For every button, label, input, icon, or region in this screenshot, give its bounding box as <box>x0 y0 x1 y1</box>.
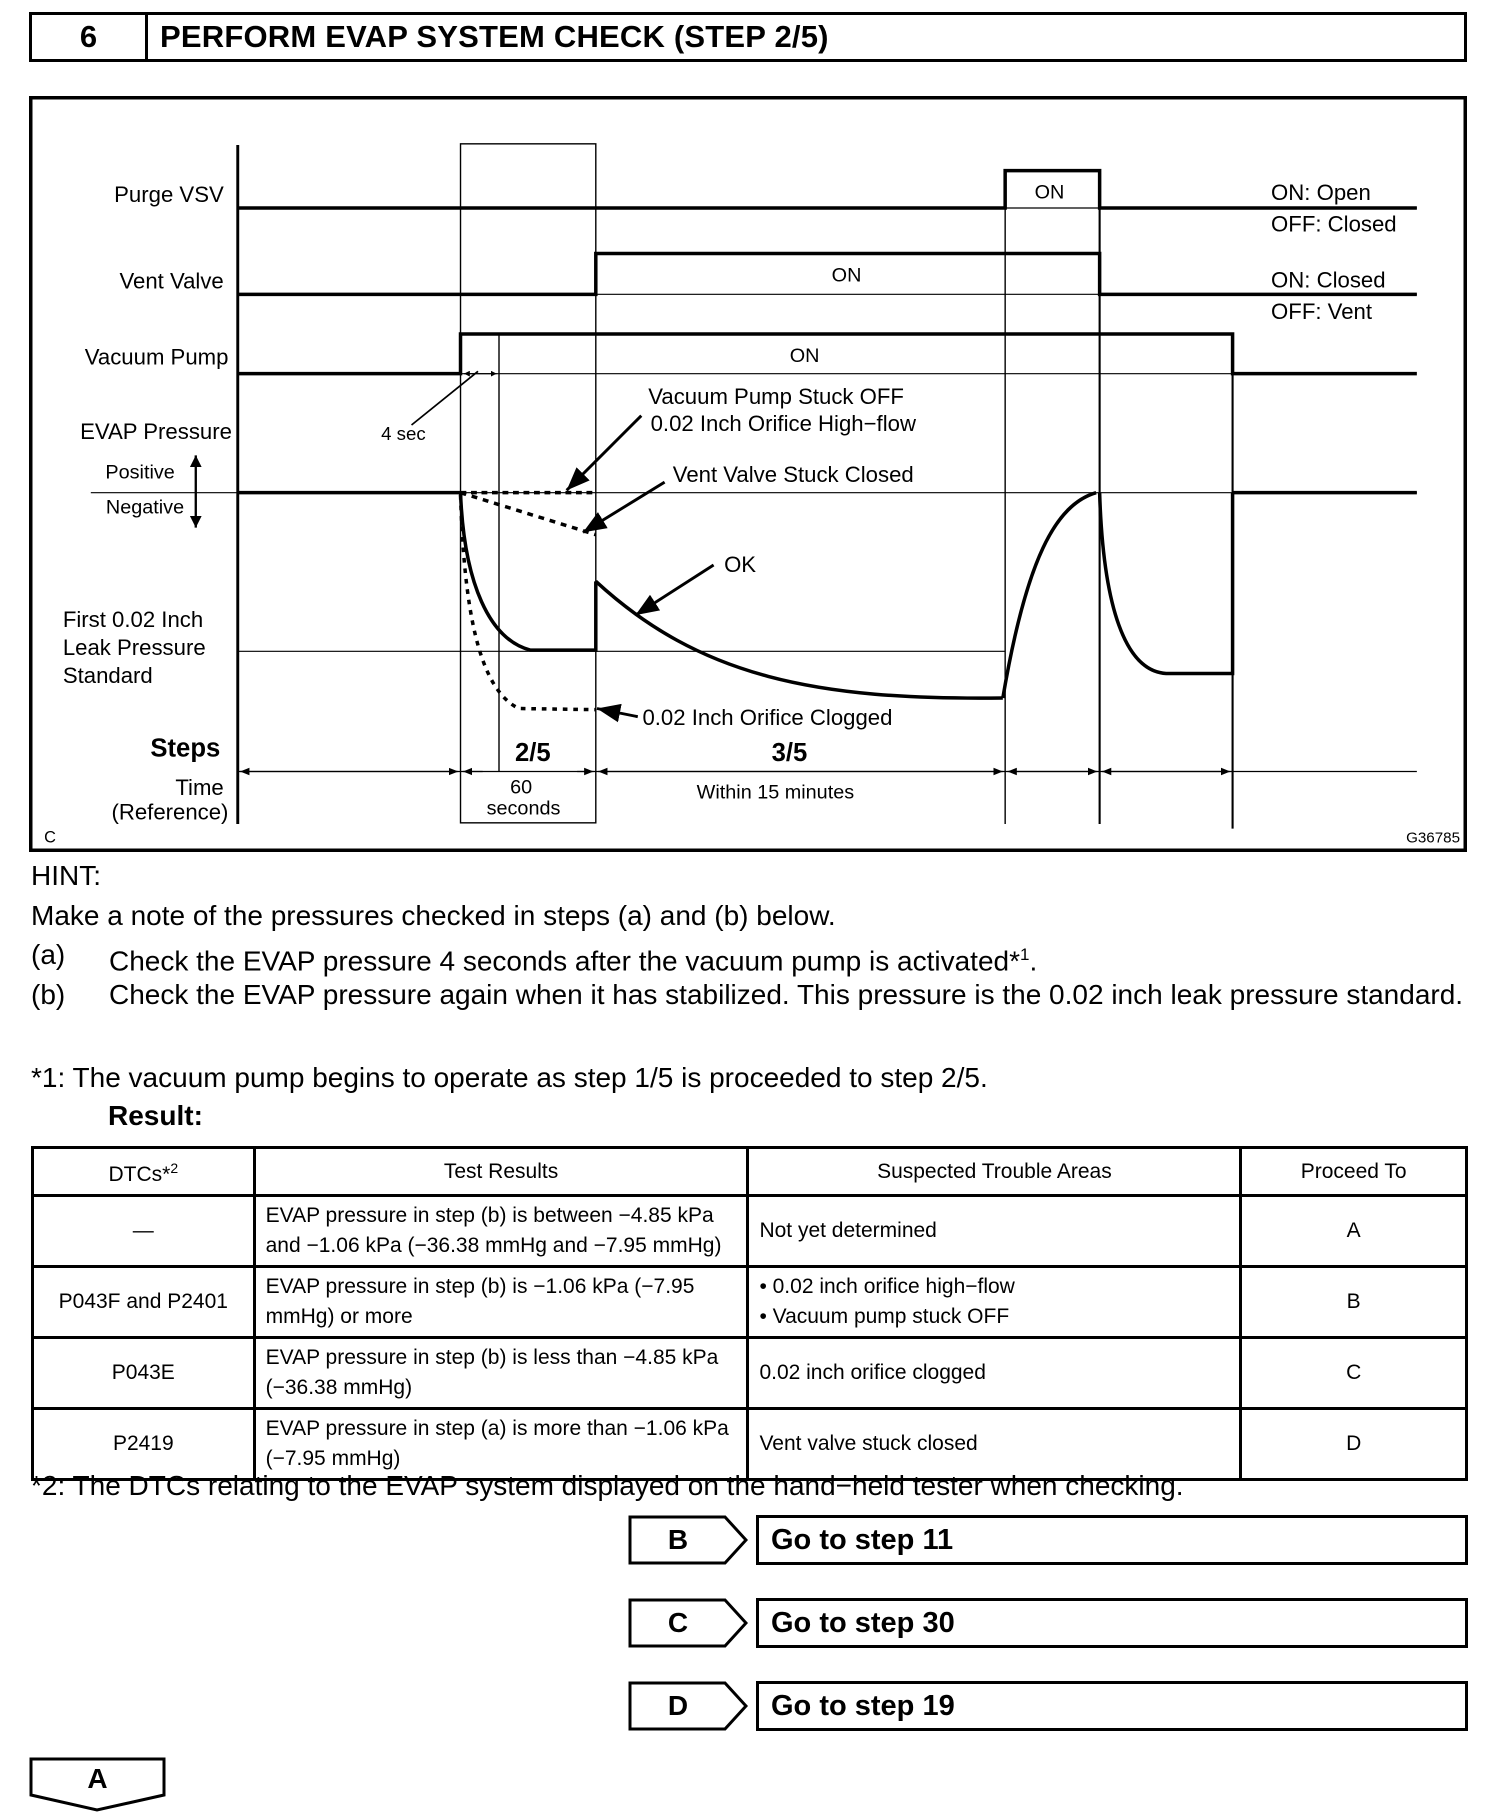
step-2-5-label: 2/5 <box>514 738 551 768</box>
label-time: Time <box>175 774 224 800</box>
area-item: • Vacuum pump stuck OFF <box>759 1305 1010 1328</box>
step-3-5-label: 3/5 <box>771 738 808 768</box>
label-leak-std-2: Leak Pressure <box>62 634 206 660</box>
hint-item-a-label: (a) <box>31 939 66 970</box>
cell-areas: 0.02 inch orifice clogged <box>748 1338 1241 1409</box>
cell-dtc: P043F and P2401 <box>33 1267 255 1338</box>
legend-purge-on: ON: Open <box>1271 179 1371 205</box>
four-sec-label: 4 sec <box>381 423 426 445</box>
cell-areas: Not yet determined <box>748 1196 1241 1267</box>
cell-dtc: — <box>33 1196 255 1267</box>
annotation-orifice-clogged: 0.02 Inch Orifice Clogged <box>642 704 893 730</box>
step-2-5-time-2: seconds <box>486 797 561 820</box>
footnote-1: *1: The vacuum pump begins to operate as step 1/5 is proceeded to step 2/5. <box>31 1062 988 1093</box>
cell-test: EVAP pressure in step (b) is less than −4.85 kPa (−36.38 mmHg) <box>254 1338 748 1409</box>
hint-heading: HINT: <box>31 860 101 891</box>
continue-a-tag[interactable] <box>29 1757 166 1812</box>
label-leak-std-1: First 0.02 Inch <box>62 606 204 632</box>
legend-vent-off: OFF: Vent <box>1271 298 1373 324</box>
goto-d-label[interactable]: Go to step 19 <box>756 1681 1468 1731</box>
label-time-ref: (Reference) <box>111 799 229 825</box>
results-table <box>31 1146 1468 1481</box>
cell-proceed: C <box>1241 1338 1467 1409</box>
label-steps: Steps <box>150 734 221 763</box>
cell-proceed: B <box>1241 1267 1467 1338</box>
label-positive: Positive <box>105 461 175 484</box>
annotation-orifice-high-flow: 0.02 Inch Orifice High−flow <box>650 410 916 436</box>
step-title: PERFORM EVAP SYSTEM CHECK (STEP 2/5) <box>160 19 829 54</box>
cell-dtc: P2419 <box>33 1409 255 1480</box>
hint-intro: Make a note of the pressures checked in steps (a) and (b) below. <box>31 900 836 931</box>
tag-c-arrow-icon[interactable] <box>628 1598 748 1648</box>
col-proceed-to: Proceed To <box>1241 1148 1467 1196</box>
hint-item-a-text: Check the EVAP pressure 4 seconds after the vacuum pump is activated*$^1$. <box>109 945 1038 977</box>
tag-d-arrow-icon[interactable] <box>628 1681 748 1731</box>
step-number: 6 <box>32 15 148 59</box>
cell-proceed: A <box>1241 1196 1467 1267</box>
corner-label: C <box>44 828 56 847</box>
table-row <box>33 1196 1467 1267</box>
label-vent-valve: Vent Valve <box>119 268 224 294</box>
table-row <box>33 1338 1467 1409</box>
goto-d[interactable] <box>628 1681 1468 1731</box>
annotation-ok: OK <box>724 551 757 578</box>
goto-c[interactable] <box>628 1598 1468 1648</box>
vent-on-label: ON <box>831 264 862 287</box>
tag-d-label: D <box>667 1690 689 1721</box>
cell-test: EVAP pressure in step (b) is between −4.85 kPa and −1.06 kPa (−36.38 mmHg and −7.95 mmHg) <box>254 1196 748 1267</box>
cell-areas: Vent valve stuck closed <box>748 1409 1241 1480</box>
tag-b-arrow-icon[interactable] <box>628 1515 748 1565</box>
step-header <box>29 12 1467 62</box>
hint-item-b-text: Check the EVAP pressure again when it has stabilized. This pressure is the 0.02 inch leak pressure standard. <box>109 979 1464 1010</box>
figure-id: G36785 <box>1406 829 1461 847</box>
tag-b-label: B <box>667 1524 689 1555</box>
legend-vent-on: ON: Closed <box>1271 267 1386 293</box>
col-suspected-areas: Suspected Trouble Areas <box>748 1148 1241 1196</box>
continue-a-label: A <box>87 1763 108 1794</box>
goto-c-label[interactable]: Go to step 30 <box>756 1598 1468 1648</box>
result-label: Result: <box>108 1100 203 1131</box>
goto-b-label[interactable]: Go to step 11 <box>756 1515 1468 1565</box>
purge-on-label: ON <box>1034 181 1065 204</box>
footnote-2: *2: The DTCs relating to the EVAP system displayed on the hand−held tester when checking. <box>31 1470 1184 1501</box>
table-row <box>33 1409 1467 1480</box>
tag-c-label: C <box>667 1607 689 1638</box>
pump-on-label: ON <box>789 344 820 368</box>
area-item: • 0.02 inch orifice high−flow <box>759 1275 1015 1298</box>
cell-areas <box>748 1267 1241 1338</box>
legend-purge-off: OFF: Closed <box>1271 211 1397 237</box>
label-leak-std-3: Standard <box>62 662 153 688</box>
evap-timing-diagram <box>29 96 1467 852</box>
label-purge-vsv: Purge VSV <box>114 182 224 208</box>
step-2-5-time-1: 60 <box>510 776 533 799</box>
cell-test: EVAP pressure in step (a) is more than −1.06 kPa (−7.95 mmHg) <box>254 1409 748 1480</box>
col-dtcs: DTCs*$^2$ <box>33 1148 255 1196</box>
cell-dtc: P043E <box>33 1338 255 1409</box>
table-row <box>33 1267 1467 1338</box>
col-test-results: Test Results <box>254 1148 748 1196</box>
label-negative: Negative <box>105 496 185 519</box>
goto-b[interactable] <box>628 1515 1468 1565</box>
step-3-5-time: Within 15 minutes <box>696 781 855 804</box>
annotation-pump-stuck-off: Vacuum Pump Stuck OFF <box>648 383 904 410</box>
cell-proceed: D <box>1241 1409 1467 1480</box>
label-evap-pressure: EVAP Pressure <box>80 418 232 445</box>
annotation-vent-stuck-closed: Vent Valve Stuck Closed <box>672 462 914 488</box>
table-header <box>33 1148 1467 1196</box>
cell-test: EVAP pressure in step (b) is −1.06 kPa (−7.95 mmHg) or more <box>254 1267 748 1338</box>
label-vacuum-pump: Vacuum Pump <box>84 344 229 370</box>
hint-item-b-label: (b) <box>31 979 66 1010</box>
